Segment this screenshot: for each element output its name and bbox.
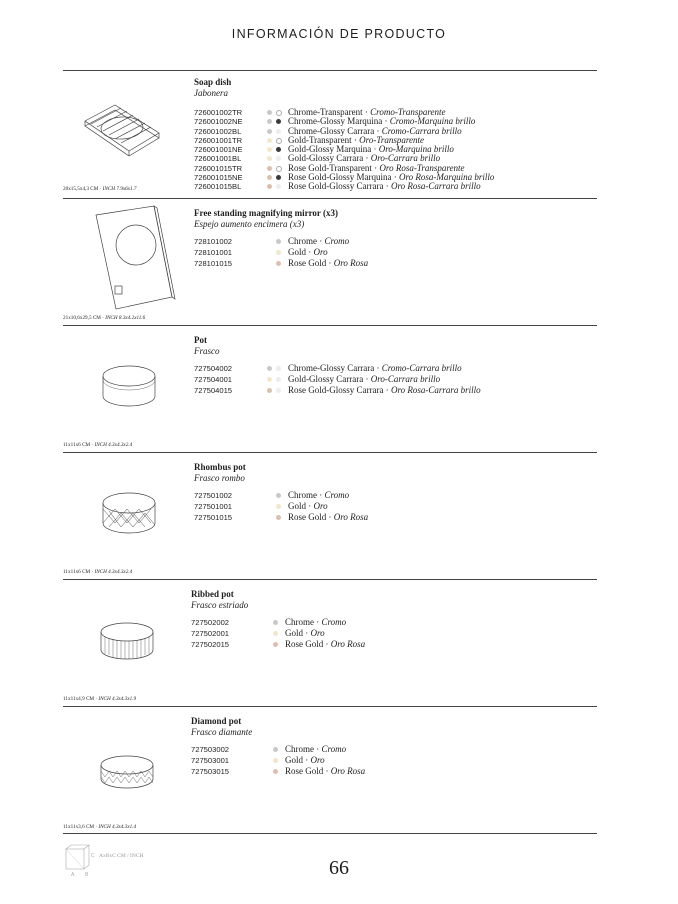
chrome-swatch-icon [267, 366, 272, 371]
product-section-pot [63, 326, 597, 453]
variant-code: 727501015 [194, 513, 233, 522]
legend-letter-c: C [91, 853, 95, 859]
variant-code: 726001002NE [194, 117, 243, 127]
variant-label: Gold-Glossy Carrara · Oro-Carrara brillo [288, 153, 441, 164]
chrome-swatch-icon [276, 239, 281, 244]
variant-code: 727501002 [194, 491, 233, 500]
variant-label: Chrome · Cromo [288, 490, 350, 500]
marquina-swatch-icon [276, 147, 281, 152]
variant-label: Rose Gold-Glossy Carrara · Oro Rosa-Carrara brillo [288, 385, 481, 395]
chrome-swatch-icon [273, 747, 278, 752]
rose-gold-swatch-icon [273, 769, 278, 774]
product-section-magnifying-mirror [63, 199, 597, 326]
legend-letter-b: B [85, 872, 89, 878]
transparent-swatch-icon [276, 138, 282, 144]
product-section-rhombus-pot [63, 453, 597, 580]
variant-code: 727503001 [191, 756, 230, 765]
transparent-swatch-icon [276, 110, 282, 116]
ribbed-pot-icon [97, 620, 157, 664]
variant-label: Chrome · Cromo [285, 744, 347, 754]
transparent-swatch-icon [276, 166, 282, 172]
variant-label: Gold-Glossy Carrara · Oro-Carrara brillo [288, 374, 441, 384]
rose-gold-swatch-icon [267, 388, 272, 393]
rose-gold-swatch-icon [273, 642, 278, 647]
marquina-swatch-icon [276, 119, 281, 124]
chrome-swatch-icon [267, 119, 272, 124]
variant-code: 726001001BL [194, 154, 242, 164]
variant-label: Chrome-Glossy Marquina · Cromo-Marquina brillo [288, 116, 476, 127]
variant-code: 728101001 [194, 248, 233, 257]
product-title: Ribbed pot [191, 589, 234, 599]
variant-code: 726001015TR [194, 163, 243, 173]
dimensions-label: 11x11x6 CM · INCH 4.3x4.3x2.4 [63, 569, 133, 575]
rose-gold-swatch-icon [267, 184, 272, 189]
product-title: Diamond pot [191, 716, 242, 726]
variant-code: 726001001NE [194, 145, 243, 155]
gold-swatch-icon [273, 631, 278, 636]
variant-label: Gold-Glossy Marquina · Oro-Marquina brillo [288, 144, 454, 155]
variant-code: 727501001 [194, 502, 233, 511]
soap-dish-icon [75, 99, 165, 159]
variant-label: Gold · Oro [288, 501, 328, 511]
chrome-swatch-icon [273, 620, 278, 625]
dimensions-label: 11x11x3,6 CM · INCH 4.3x4.3x1.4 [63, 824, 137, 830]
variant-code: 728101015 [194, 259, 233, 268]
variant-code: 726001015NE [194, 173, 243, 183]
page-number: 66 [329, 857, 349, 879]
product-subtitle: Espejo aumento encimera (x3) [194, 219, 305, 229]
variant-code: 726001001TR [194, 135, 243, 145]
legend-label: AxBxC CM / INCH [99, 853, 144, 859]
chrome-swatch-icon [267, 110, 272, 115]
variant-label: Rose Gold · Oro Rosa [288, 258, 369, 268]
product-section-diamond-pot [63, 707, 597, 834]
variant-label: Gold · Oro [288, 247, 328, 257]
gold-swatch-icon [267, 147, 272, 152]
rose-gold-swatch-icon [276, 261, 281, 266]
gold-swatch-icon [267, 156, 272, 161]
variant-label: Chrome-Transparent · Cromo-Transparente [288, 107, 446, 117]
gold-swatch-icon [267, 377, 272, 382]
variant-code: 727502001 [191, 629, 230, 638]
product-title: Pot [194, 335, 207, 345]
variant-label: Rose Gold-Glossy Carrara · Oro Rosa-Carrara brillo [288, 181, 481, 192]
gold-swatch-icon [267, 138, 272, 143]
carrara-swatch-icon [276, 129, 281, 134]
dimensions-label: 20x15,5x4,3 CM · INCH 7.9x6x1.7 [63, 186, 137, 192]
variant-label: Gold · Oro [285, 628, 325, 638]
chrome-swatch-icon [267, 129, 272, 134]
page-header-title: INFORMACIÓN DE PRODUCTO [231, 27, 447, 41]
variant-code: 726001002BL [194, 126, 242, 136]
product-subtitle: Jabonera [194, 88, 228, 98]
variant-label: Rose Gold · Oro Rosa [285, 639, 366, 649]
variant-code: 727504015 [194, 386, 233, 395]
dimensions-label: 11x11x4,9 CM · INCH 4.3x4.3x1.9 [63, 696, 137, 702]
gold-swatch-icon [276, 250, 281, 255]
variant-label: Chrome-Glossy Carrara · Cromo-Carrara brillo [288, 125, 462, 136]
gold-swatch-icon [273, 758, 278, 763]
variant-code: 727504001 [194, 375, 233, 384]
rose-gold-swatch-icon [276, 515, 281, 520]
product-subtitle: Frasco [194, 346, 220, 356]
product-section-soap-dish [63, 71, 597, 199]
diamond-pot-icon [97, 755, 157, 795]
dimensions-label: 11x11x6 CM · INCH 4.3x4.3x2.4 [63, 442, 133, 448]
product-title: Soap dish [194, 77, 232, 87]
rhombus-pot-icon [99, 489, 159, 539]
carrara-swatch-icon [276, 366, 281, 371]
variant-code: 727504002 [194, 364, 233, 373]
variant-code: 728101002 [194, 237, 233, 246]
gold-swatch-icon [276, 504, 281, 509]
carrara-swatch-icon [276, 184, 281, 189]
magnifying-mirror-icon [88, 203, 178, 313]
carrara-swatch-icon [276, 377, 281, 382]
variant-label: Rose Gold · Oro Rosa [285, 766, 366, 776]
product-title: Free standing magnifying mirror (x3) [194, 208, 338, 218]
variant-label: Chrome · Cromo [288, 236, 350, 246]
variant-label: Rose Gold · Oro Rosa [288, 512, 369, 522]
bottom-rule [63, 833, 597, 834]
variant-label: Rose Gold-Glossy Marquina · Oro Rosa-Marquina brillo [288, 172, 495, 183]
marquina-swatch-icon [276, 175, 281, 180]
variant-code: 726001015BL [194, 182, 242, 192]
product-title: Rhombus pot [194, 462, 246, 472]
variant-code: 726001002TR [194, 108, 243, 117]
variant-code: 727503002 [191, 745, 230, 754]
carrara-swatch-icon [276, 156, 281, 161]
rose-gold-swatch-icon [267, 166, 272, 171]
rose-gold-swatch-icon [267, 175, 272, 180]
product-subtitle: Frasco diamante [191, 727, 253, 737]
variant-code: 727503015 [191, 767, 230, 776]
product-subtitle: Frasco estriado [191, 600, 249, 610]
pot-icon [99, 362, 159, 412]
legend-letter-a: A [71, 872, 75, 878]
chrome-swatch-icon [276, 493, 281, 498]
variant-code: 727502002 [191, 618, 230, 627]
product-section-ribbed-pot [63, 580, 597, 707]
dimensions-label: 21x10,6x29,5 CM · INCH 8.3x4.2x11.6 [63, 315, 146, 321]
carrara-swatch-icon [276, 388, 281, 393]
variant-label: Rose Gold-Transparent · Oro Rosa-Transparente [288, 162, 465, 173]
variant-label: Chrome · Cromo [285, 617, 347, 627]
variant-label: Chrome-Glossy Carrara · Cromo-Carrara brillo [288, 363, 462, 373]
variant-label: Gold · Oro [285, 755, 325, 765]
product-subtitle: Frasco rombo [194, 473, 245, 483]
variant-code: 727502015 [191, 640, 230, 649]
variant-label: Gold-Transparent · Oro-Transparente [288, 134, 425, 145]
